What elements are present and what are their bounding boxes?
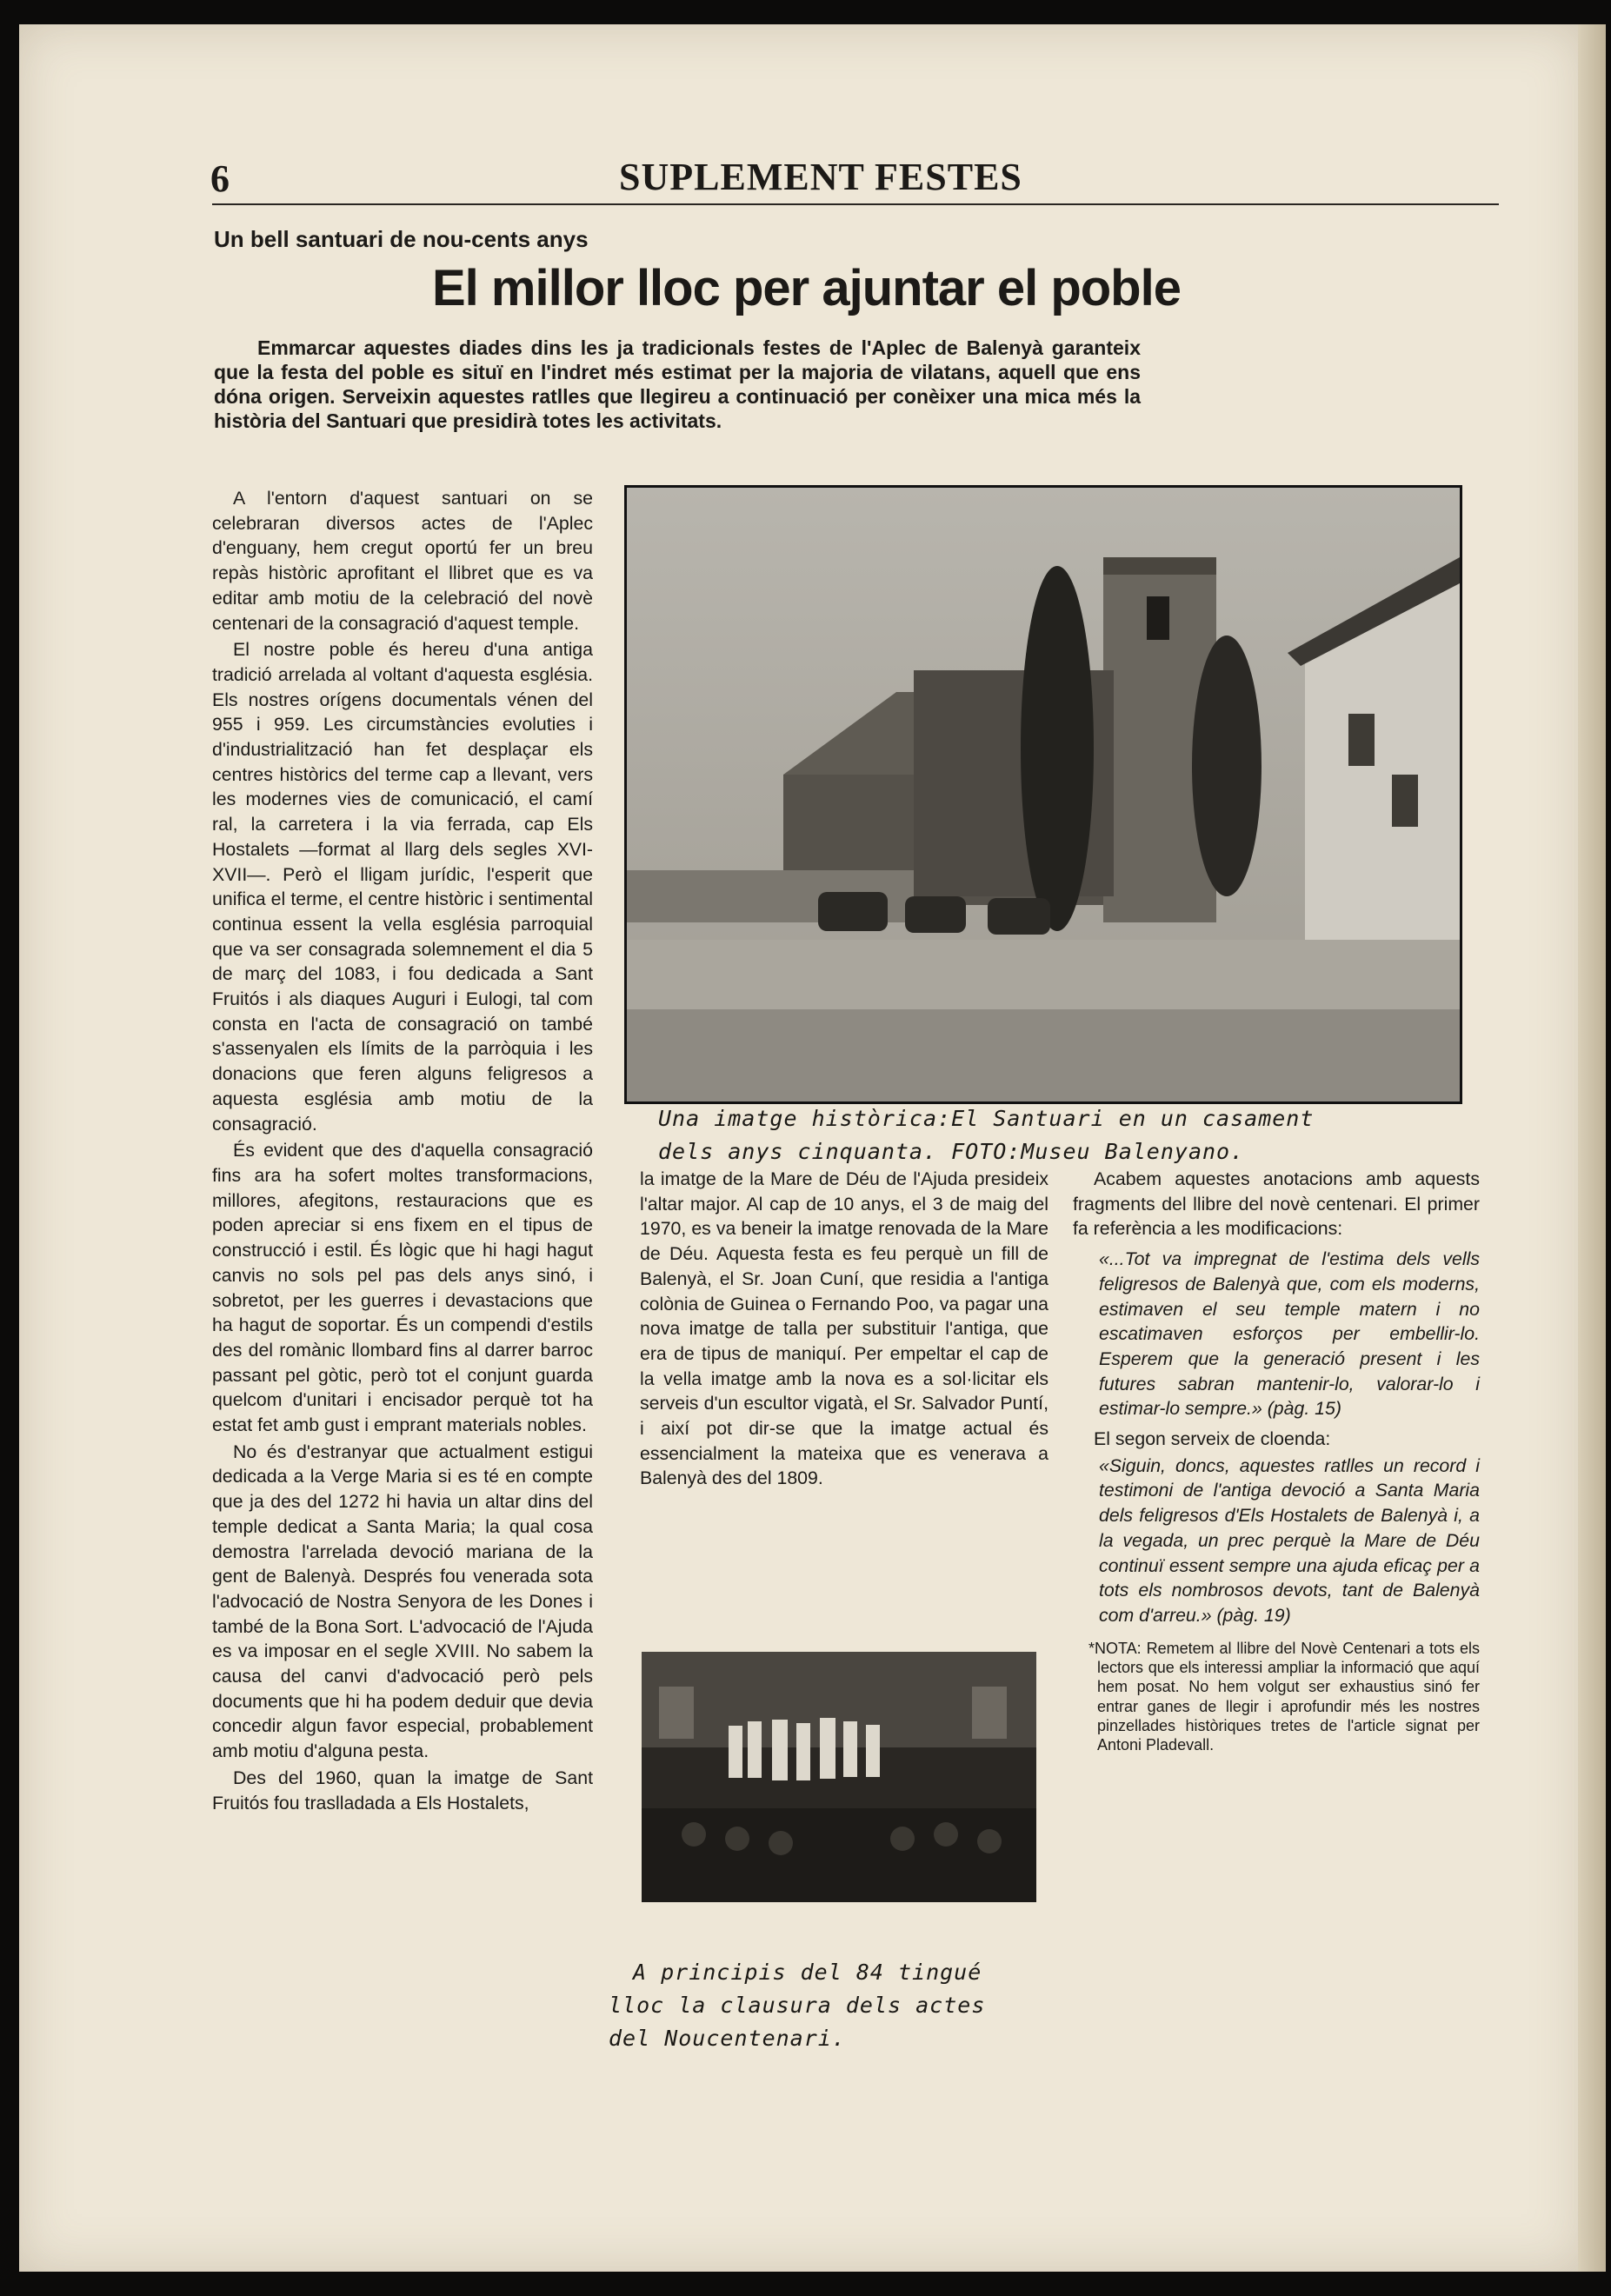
photo2-caption-line-1: A principis del 84 tingué <box>633 1960 982 1985</box>
photo2-caption-line-3: del Noucentenari. <box>609 2026 846 2051</box>
col3-note: *NOTA: Remetem al llibre del Novè Centenari a tots els lectors que els interessi ampliar la informació que aquí hem posat. No hem volgut ser exhaustius sinó fer entrar ganes de llegir i aprofundir més les nostres pinzellades històriques tretes de l'article signat per Antoni Pladevall. <box>1088 1639 1480 1754</box>
photo1-caption-line-2: dels anys cinquanta. FOTO:Museu Balenyano. <box>658 1139 1245 1164</box>
col3-quote-2: «Siguin, doncs, aquestes ratlles un record i testimoni de l'antiga devoció a Santa Maria dels feligresos d'Els Hostalets de Balenyà i, a la vegada, un prec perquè la Mare de Déu continuï essent sempre una ajuda eficaç per a tots els nombrosos devots, tant de Balenyà com d'arreu.» (pàg. 19) <box>1099 1454 1480 1626</box>
header-rule <box>212 203 1499 205</box>
column-3 <box>1073 1167 1480 1754</box>
photo2-caption-line-2: lloc la clausura dels actes <box>609 1993 986 2018</box>
headline: El millor lloc per ajuntar el poble <box>432 260 1181 316</box>
col1-paragraph-2: El nostre poble és hereu d'una antiga tradició arrelada al voltant d'aquesta església. Els nostres orígens documentals vénen del 955 i 959. Les circumstàncies evoluties i d'industrialització han fet desplaçar els centres històrics del terme cap a llevant, vers les modernes vies de comunicació, el camí ral, la carretera i la via ferrada, cap Els Hostalets —format al llarg dels segles XVI-XVII—. Però el lligam jurídic, l'esperit que unifica el terme, el centre històric i sentimental continua essent la vella església parroquial que va ser consagrada solemnement el dia 5 de març del 1083, i fou dedicada a Sant Fruitós i als diaques Auguri i Eulogi, tal com consta en l'acta de consagració on també s'assenyalen els límits de la parròquia i les donacions que feren alguns feligresos a aquesta església amb motiu de la consagració. <box>212 639 593 1135</box>
col1-paragraph-5: Des del 1960, quan la imatge de Sant Fruitós fou traslladada a Els Hostalets, <box>212 1767 593 1814</box>
lead-paragraph: Emmarcar aquestes diades dins les ja tradicionals festes de l'Aplec de Balenyà garanteix que la festa del poble es situï en l'indret més estimat per la majoria de vilatans, aquell que ens dóna origen. Serveixin aquestes ratlles que llegireu a continuació per conèixer una mica més la història del Santuari que presidirà totes les activitats. <box>214 336 1141 432</box>
column-1 <box>212 486 593 1815</box>
col2-paragraph-1: la imatge de la Mare de Déu de l'Ajuda presideix l'altar major. Al cap de 10 anys, el 3 de maig del 1970, es va beneir la imatge renovada de la Mare de Déu. Aquesta festa es feu perquè un fill de Balenyà, el Sr. Joan Cuní, que residia a l'antiga colònia de Guinea o Fernando Poo, va pagar una nova imatge de talla per substituir l'antiga, que era de tipus de maniquí. Per empeltar el cap de la vella imatge amb la nova es a sol·licitar els serveis d'un escultor vigatà, el Sr. Salvador Puntí, i així pot dir-se que la imatge actual és essencialment la mateixa que es venerava a Balenyà des del 1809. <box>640 1168 1048 1489</box>
col1-paragraph-4: No és d'estranyar que actualment estigui dedicada a la Verge Maria si es té en compte que ja des del 1272 hi havia un altar dins del temple dedicat a Santa Maria; la qual cosa demostra l'arrelada devoció mariana de la gent de Balenyà. Després fou venerada sota l'advocació de Nostra Senyora de les Dones i també de la Bona Sort. L'advocació de l'Ajuda es va imposar en el segle XVIII. No sabem la causa del canvi d'advocació però pels documents que hi ha podem deduir que devia concedir algun favor especial, probablement amb motiu d'alguna pesta. <box>212 1441 593 1762</box>
ceremony-photo <box>642 1652 1036 1902</box>
section-title: SUPLEMENT FESTES <box>619 156 1022 198</box>
col1-paragraph-3: És evident que des d'aquella consagració fins ara ha sofert moltes transformacions, millores, afegitons, restauracions que es poden apreciar si ens fixem en el tipus de construcció i estil. És lògic que hi hagi hagut canvis no sols pel pas dels anys sinó, i sobretot, per les guerres i devastacions que ha hagut de soportar. És un compendi d'estils des del romànic llombard fins al darrer barroc passant pel gòtic, però tot el conjunt guarda quelcom d'unitari i encisador perquè tot ha estat fet amb gust i emprant materials nobles. <box>212 1140 593 1436</box>
photo1-caption-line-1: Una imatge històrica:El Santuari en un casament <box>658 1106 1315 1131</box>
kicker: Un bell santuari de nou-cents anys <box>214 226 589 252</box>
page-edge <box>1578 24 1606 2272</box>
sanctuary-photo <box>624 485 1462 1104</box>
col3-paragraph-1: Acabem aquestes anotacions amb aquests fragments del llibre del novè centenari. El primer fa referència a les modificacions: <box>1073 1168 1480 1240</box>
col3-quote-1: «...Tot va impregnat de l'estima dels vells feligresos de Balenyà que, com els moderns, estimaven el seu temple matern i no escatimaven esforços per embellir-lo. Esperem que la generació present i les futures sabran mantenir-lo, valorar-lo i estimar-lo sempre.» (pàg. 15) <box>1099 1248 1480 1420</box>
col1-paragraph-1: A l'entorn d'aquest santuari on se celebraran diversos actes de l'Aplec d'enguany, hem cregut oportú fer un breu repàs històric aprofitant el llibret que es va editar amb motiu de la celebració del novè centenari de la consagració d'aquest temple. <box>212 488 593 634</box>
column-2 <box>640 1167 1048 1491</box>
newspaper-page <box>19 24 1584 2272</box>
page-number: 6 <box>210 157 230 200</box>
col3-paragraph-2: El segon serveix de cloenda: <box>1094 1428 1331 1450</box>
